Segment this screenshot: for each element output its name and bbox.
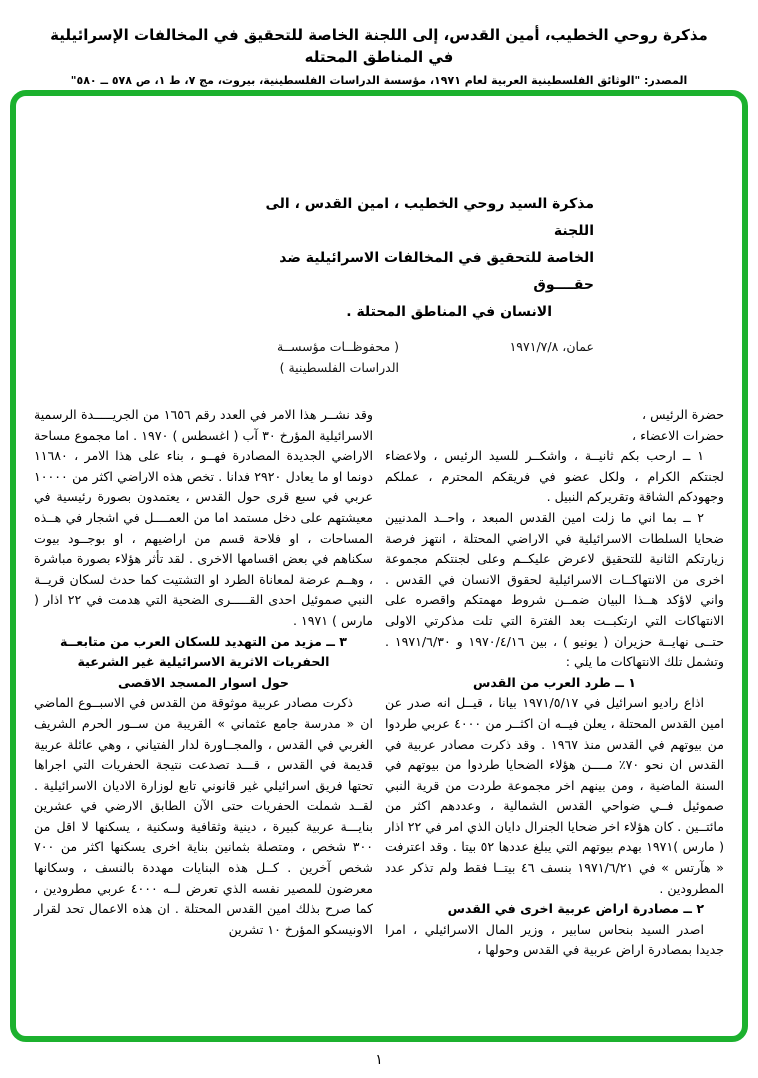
right-column [385,405,724,961]
two-column-body [34,405,724,961]
section-heading-3-line: الحفريات الاثرية الاسرائيلية غير الشرعية [77,654,330,670]
section-heading-3 [34,632,373,694]
document-title-line: الخاصة للتحقيق في المخالفات الاسرائيلية ضد حقــــوق [279,250,594,293]
salutation-line: حضرة الرئيس ، [642,407,724,422]
document-frame [10,90,748,1042]
header-source-line: المصدر: "الوثائق الفلسطينية العربية لعام ١٩٧١، مؤسسة الدراسات الفلسطينية، بيروت، مج ٧، ط ١، ص ٥٧٨ ــ ٥٨٠" [70,74,688,87]
salutation-line: حضرات الاعضاء ، [632,427,724,443]
page-header [0,0,758,88]
document-title-block [224,191,594,378]
section-heading-3-line: حول اسوار المسجد الاقصى [118,674,289,690]
section-heading-2: ٢ ــ مصادرة اراض عربية اخرى في القدس [447,901,704,917]
left-column [34,405,373,961]
document-date: عمان، ١٩٧١/٧/٨ [509,339,594,354]
archive-note-line: ( محفوظــات مؤسســة [276,339,399,354]
date-row [224,336,594,378]
document-paragraph: وقد نشــر هذا الامر في العدد رقم ١٦٥٦ من الجريـــــدة الرسمية الاسرائيلية المؤرخ ٣٠ آب ( اغسطس ) ١٩٧٠ . اما مجموع مساحة الاراضي الجديدة المصادرة فهــو ، بناء على هذا الامر ، ١١٦٨٠ دونما او ما يعادل ٢٩٢٠ فدانا . تخص هذه الاراضي اكثر من ١٠٠٠٠ عربي في سبع قرى حول القدس ، يعتمدون بصورة رئيسية في معيشتهم على دخل مستمد اما من العمــــل في اشجار في هــذه المساحات ، او فلاحة قسم من اراضيهم ، او بوجــود بيوت سكناهم في بعض اقسامها الاخرى . لقد تأثر هؤلاء بصورة مباشرة ، وهــم عرضة لمعاناة الطرد او التشتيت كما حدث لسكان قريــة النبي صموئيل احدى القـــــرى الضحية التي هدمت في ٢٢ اذار ( مارس ) ١٩٧١ . [34,407,374,628]
section-heading-3-line: ٣ ــ مزيد من التهديد للسكان العرب من متابعــة [60,633,347,649]
archive-note-line: الدراسات الفلسطينية ) [279,360,399,375]
document-title-line: الانسان في المناطق المحتلة . [346,304,552,320]
document-title [224,191,594,326]
document-paragraph: ذكرت مصادر عربية موثوقة من القدس في الاسبــوع الماضي ان « مدرسة جامع عثماني » القريبة من ســور الحرم الشريف الغربي في القدس ، والمجــاورة لدار الفتياني ، وهي عائلة عربية قديمة في القدس ، قـــد تصدعت نتيجة الحفريات التي اجراها تحتها فريق اسرائيلي غير قانوني تابع لوزارة الاديان الاسرائيلية . لقــد شملت الحفريات حتى الآن الطابق الارضي في عشرين بنايـــة عربية كبيرة ، دينية وثقافية وسكنية ، يسكنها لا اقل من ٣٠٠ شخص ، ومتصلة بثمانين بناية اخرى يسكنها اكثر من ٧٠٠ شخص آخرين . كــل هذه البنايات مهددة بالنسف ، وسكانها معرضون للمصير نفسه الذي تعرض لــه ٤٠٠٠ عربي مطرودين ، كما صرح بذلك امين القدس المحتلة . ان هذه الاعمال تحد لقرار الاونيسكو المؤرخ ١٠ تشرين [34,695,373,937]
document-paragraph: اصدر السيد بنحاس سابير ، وزير المال الاسرائيلي ، امرا جديدا بمصادرة اراض عربية في القدس وحولها ، [385,921,724,958]
page-number: ١ [375,1052,383,1068]
archive-note [224,336,399,378]
document-paragraph: ٢ ــ بما اني ما زلت امين القدس المبعد ، واحــد المدنيين ضحايا السلطات الاسرائيلية في الاراضي المحتلة ، انتهز فرصة زيارتكم الثانية للتحقيق لاعرض عليكــم وعلى لجنتكم مجموعة اخرى من الانتهاكــات الاسرائيلية لحقوق الانسان في القدس . واني لاؤكد هــذا البيان ضمــن شروط مهمتكم واقصره على الانتهاكات التي ارتكبــت بعد الفترة التي تلت مذكرتي الاولى حتــى نهايــة حزيران ( يونيو ) ، بين ١٩٧٠/٤/١٦ و ١٩٧١/٦/٣٠ . وتشمل تلك الانتهاكات ما يلي : [385,509,724,670]
document-title-line: مذكرة السيد روحي الخطيب ، امين القدس ، الى اللجنة [265,196,594,239]
document-paragraph: ١ ــ ارحب بكم ثانيــة ، واشكــر للسيد الرئيس ، ولاعضاء لجنتكم الكرام ، ولكل عضو في فريقكم المحترم ، عملكم وجهودكم الشاقة وتقريركم النبيل . [385,448,724,505]
section-heading-1: ١ ــ طرد العرب من القدس [473,674,636,690]
document-paragraph: اذاع راديو اسرائيل في ١٩٧١/٥/١٧ بيانا ، قيــل انه صدر عن امين القدس المحتلة ، يعلن فيــه ان اكثــر من ٤٠٠٠ عربي طردوا من بيوتهم في القدس منذ ١٩٦٧ . وقد ذكرت مصادر عربية في القدس ان نحو ٧٠٪ مــــن هؤلاء الضحايا طردوا من بيوتهم في السنة الماضية ، ومن بينهم اخر مجموعة طردت من قرية النبي صموئيل فــي ضواحي القدس الشمالية ، وعددهم اكثر من مائتــين . كان هؤلاء اخر ضحايا الجنرال دايان الذي امر في ٢٢ اذار ( مارس )١٩٧١ بهدم بيوتهم التي يبلغ عددها ٥٢ بيتا . وقد اعترفت « هآرتس » في ١٩٧١/٦/٢١ بنسف ٤٦ بيتــا فقط ولم تذكر عدد المطرودين . [385,695,725,896]
header-title: مذكرة روحي الخطيب، أمين القدس، إلى اللجنة الخاصة للتحقيق في المخالفات الإسرائيلية في المناطق المحتله [50,26,708,66]
